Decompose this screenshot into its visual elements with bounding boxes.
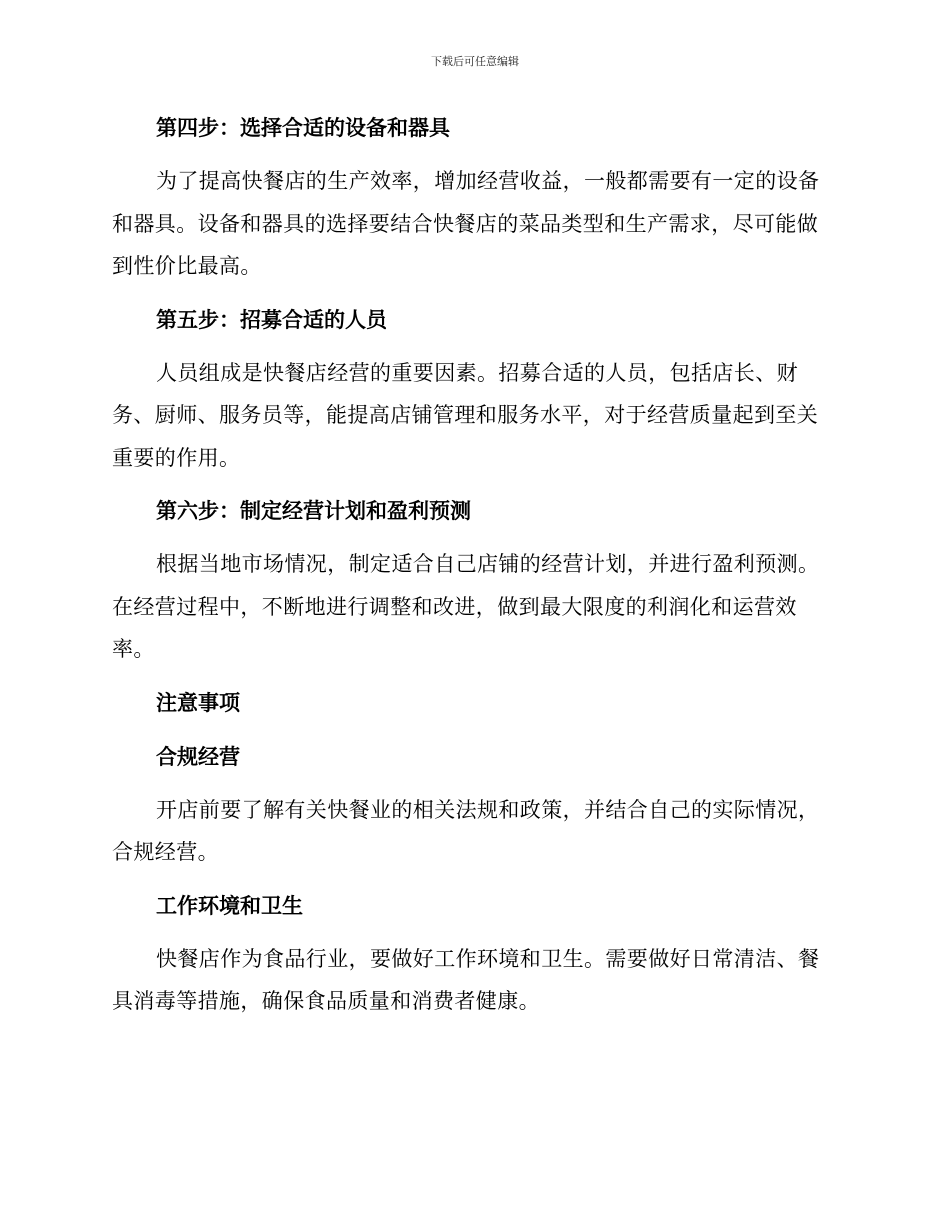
hygiene-heading: 工作环境和卫生 — [156, 892, 303, 918]
step4-heading: 第四步：选择合适的设备和器具 — [156, 115, 450, 140]
hygiene-paragraph: 快餐店作为食品行业，要做好工作环境和卫生。需要做好日常清洁、餐具消毒等措施，确保食品质量和消费者健康。 — [112, 946, 820, 1013]
step5-paragraph: 人员组成是快餐店经营的重要因素。招募合适的人员，包括店长、财务、厨师、服务员等，能提高店铺管理和服务水平，对于经营质量起到至关重要的作用。 — [112, 360, 819, 470]
compliance-paragraph: 开店前要了解有关快餐业的相关法规和政策，并结合自己的实际情况，合规经营。 — [112, 797, 820, 864]
step6-paragraph: 根据当地市场情况，制定适合自己店铺的经营计划，并进行盈利预测。在经营过程中，不断地进行调整和改进，做到最大限度的利润化和运营效率。 — [112, 552, 820, 661]
compliance-heading: 合规经营 — [156, 743, 240, 769]
step5-heading: 第五步：招募合适的人员 — [156, 306, 387, 332]
notes-heading: 注意事项 — [156, 689, 240, 715]
step6-heading: 第六步：制定经营计划和盈利预测 — [156, 498, 471, 523]
document-body — [112, 108, 832, 1023]
step4-paragraph: 为了提高快餐店的生产效率，增加经营收益，一般都需要有一定的设备和器具。设备和器具的选择要结合快餐店的菜品类型和生产需求，尽可能做到性价比最高。 — [112, 169, 820, 278]
page-header: 下载后可任意编辑 — [431, 55, 519, 68]
